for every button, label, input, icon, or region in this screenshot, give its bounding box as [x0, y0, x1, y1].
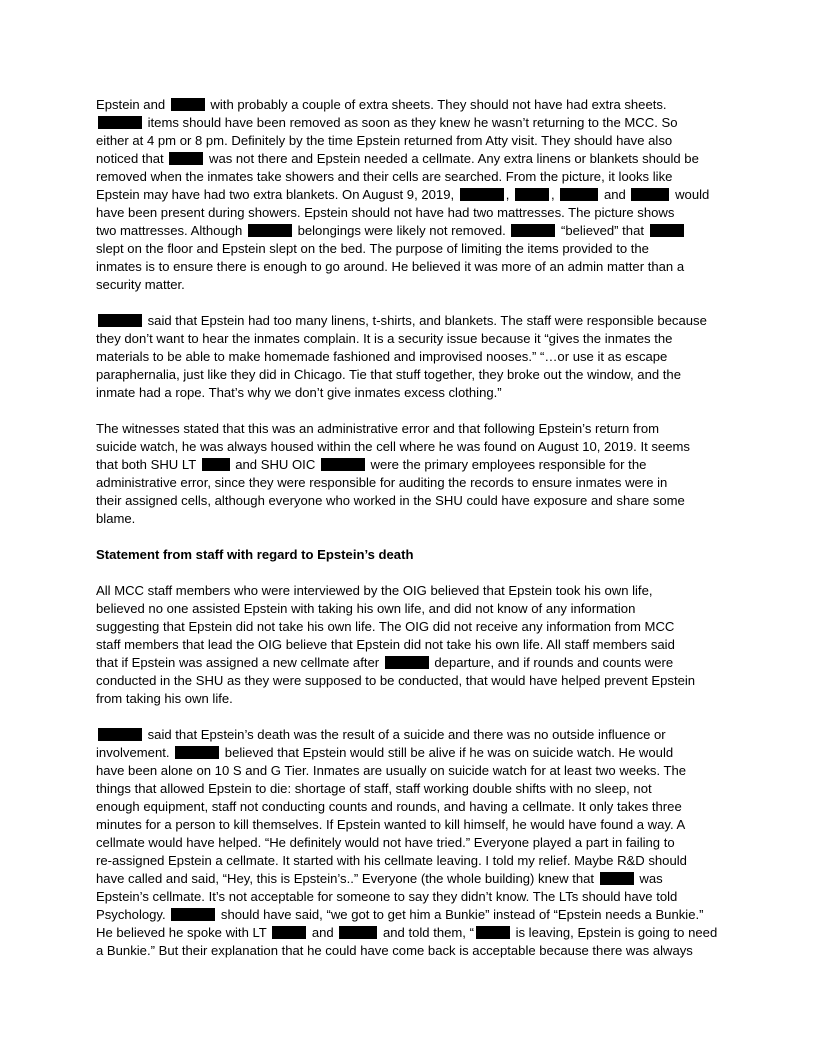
text-segment: have been alone on 10 S and G Tier. Inmates are usually on suicide watch for at least two weeks. The [96, 763, 687, 778]
text-segment: that if Epstein was assigned a new cellmate after [96, 655, 383, 670]
redaction-block [321, 458, 365, 471]
text-line [96, 510, 722, 528]
text-segment: have called and said, “Hey, this is Epstein’s..” Everyone (the whole building) knew that [96, 871, 598, 886]
text-segment: , [551, 187, 559, 202]
text-line [96, 744, 722, 762]
text-segment: departure, and if rounds and counts were [430, 655, 674, 670]
text-segment: conducted in the SHU as they were supposed to be conducted, that would have helped prevent Epstein [96, 673, 696, 688]
text-line [96, 816, 722, 834]
text-segment: suicide watch, he was always housed within the cell where he was found on August 10, 2019. It seems [96, 439, 690, 454]
paragraph [96, 96, 722, 294]
text-segment: paraphernalia, just like they did in Chicago. Tie that stuff together, they broke out the window, and the [96, 367, 681, 382]
text-segment: from taking his own life. [96, 691, 233, 706]
text-segment: cellmate would have helped. “He definitely would not have tried.” Everyone played a part in failing to [96, 835, 675, 850]
text-segment: is leaving, Epstein is going to need [511, 925, 718, 940]
paragraph [96, 726, 722, 960]
text-line [96, 852, 722, 870]
text-segment: were the primary employees responsible for the [366, 457, 647, 472]
text-segment: materials to be able to make homemade fashioned and improvised nooses.” “…or use it as escape [96, 349, 668, 364]
redaction-block [650, 224, 684, 237]
text-line [96, 96, 722, 114]
text-line [96, 366, 722, 384]
text-line [96, 942, 722, 960]
text-line [96, 132, 722, 150]
text-segment: have been present during showers. Epstein should not have had two mattresses. The picture shows [96, 205, 675, 220]
text-line [96, 204, 722, 222]
paragraph [96, 582, 722, 708]
redaction-block [460, 188, 504, 201]
text-segment: slept on the floor and Epstein slept on the bed. The purpose of limiting the items provided to the [96, 241, 649, 256]
paragraph [96, 420, 722, 528]
text-segment: Epstein may have had two extra blankets. On August 9, 2019, [96, 187, 458, 202]
text-segment: two mattresses. Although [96, 223, 246, 238]
text-segment: would [671, 187, 710, 202]
redaction-block [476, 926, 510, 939]
redaction-block [98, 728, 142, 741]
text-segment: administrative error, since they were responsible for auditing the records to ensure inmates were in [96, 475, 668, 490]
text-line [96, 312, 722, 330]
text-segment: Psychology. [96, 907, 170, 922]
text-segment: a Bunkie.” But their explanation that he could have come back is acceptable because there was always [96, 943, 693, 958]
text-segment: and [600, 187, 630, 202]
redaction-block [272, 926, 306, 939]
text-segment: suggesting that Epstein did not take his own life. The OIG did not receive any information from MCC [96, 619, 675, 634]
text-line [96, 168, 722, 186]
text-line [96, 492, 722, 510]
text-line [96, 618, 722, 636]
text-segment: should have said, “we got to get him a Bunkie” instead of “Epstein needs a Bunkie.” [217, 907, 704, 922]
text-segment: with probably a couple of extra sheets. They should not have had extra sheets. [206, 97, 667, 112]
text-line [96, 690, 722, 708]
redaction-block [600, 872, 634, 885]
text-line [96, 150, 722, 168]
text-segment: , [505, 187, 514, 202]
text-segment: they don’t want to hear the inmates complain. It is a security issue because it “gives the inmates the [96, 331, 673, 346]
text-segment: was not there and Epstein needed a cellmate. Any extra linens or blankets should be [205, 151, 699, 166]
text-segment: inmates is to ensure there is enough to go around. He believed it was more of an admin matter than a [96, 259, 685, 274]
text-segment: removed when the inmates take showers and their cells are searched. From the picture, it looks like [96, 169, 673, 184]
text-line [96, 924, 722, 942]
text-segment: said that Epstein had too many linens, t-shirts, and blankets. The staff were responsible because [144, 313, 707, 328]
text-segment: believed no one assisted Epstein with taking his own life, and did not know of any information [96, 601, 636, 616]
text-line [96, 456, 722, 474]
text-segment: was [635, 871, 663, 886]
redaction-block [98, 314, 142, 327]
text-segment: noticed that [96, 151, 168, 166]
text-line [96, 600, 722, 618]
redaction-block [171, 98, 205, 111]
text-segment: said that Epstein’s death was the result of a suicide and there was no outside influence or [144, 727, 666, 742]
text-segment: either at 4 pm or 8 pm. Definitely by the time Epstein returned from Atty visit. They should have also [96, 133, 673, 148]
text-segment: and SHU OIC [231, 457, 319, 472]
text-line [96, 672, 722, 690]
text-segment: The witnesses stated that this was an administrative error and that following Epstein’s return from [96, 421, 660, 436]
text-line [96, 240, 722, 258]
text-segment: items should have been removed as soon as they knew he wasn’t returning to the MCC. So [144, 115, 678, 130]
text-line [96, 258, 722, 276]
redaction-block [175, 746, 219, 759]
text-line [96, 780, 722, 798]
text-segment: believed that Epstein would still be alive if he was on suicide watch. He would [221, 745, 674, 760]
text-line [96, 114, 722, 132]
text-line [96, 186, 722, 204]
text-segment: involvement. [96, 745, 174, 760]
text-line [96, 222, 722, 240]
text-line [96, 384, 722, 402]
redaction-block [248, 224, 292, 237]
text-segment: minutes for a person to kill themselves. If Epstein wanted to kill himself, he would have found a way. A [96, 817, 686, 832]
text-segment: staff members that lead the OIG believe that Epstein did not take his own life. All staff members said [96, 637, 675, 652]
text-segment: and told them, “ [379, 925, 474, 940]
section-staff-statements [96, 582, 722, 960]
text-line [96, 636, 722, 654]
text-segment: things that allowed Epstein to die: shortage of staff, staff working double shifts with no sleep, not [96, 781, 652, 796]
text-line [96, 474, 722, 492]
text-line [96, 330, 722, 348]
text-line [96, 906, 722, 924]
redaction-block [202, 458, 230, 471]
text-line [96, 762, 722, 780]
text-line [96, 582, 722, 600]
text-line [96, 438, 722, 456]
redaction-block [515, 188, 549, 201]
text-line [96, 276, 722, 294]
redaction-block [169, 152, 203, 165]
text-line [96, 888, 722, 906]
text-line [96, 726, 722, 744]
text-line [96, 654, 722, 672]
redaction-block [631, 188, 669, 201]
document-page [96, 96, 722, 978]
paragraph [96, 312, 722, 402]
text-segment: All MCC staff members who were interviewed by the OIG believed that Epstein took his own life, [96, 583, 653, 598]
text-segment: belongings were likely not removed. [293, 223, 510, 238]
text-segment: blame. [96, 511, 136, 526]
text-segment: re-assigned Epstein a cellmate. It started with his cellmate leaving. I told my relief. Maybe R&D should [96, 853, 687, 868]
redaction-block [171, 908, 215, 921]
section-heading: Statement from staff with regard to Epstein’s death [96, 547, 414, 562]
text-line [96, 420, 722, 438]
text-segment: enough equipment, staff not conducting counts and rounds, and having a cellmate. It only takes three [96, 799, 682, 814]
text-line [96, 798, 722, 816]
section-findings [96, 96, 722, 528]
redaction-block [385, 656, 429, 669]
text-line [96, 834, 722, 852]
redaction-block [560, 188, 598, 201]
text-segment: their assigned cells, although everyone who worked in the SHU could have exposure and share some [96, 493, 685, 508]
text-segment: and [308, 925, 338, 940]
text-line [96, 348, 722, 366]
text-segment: He believed he spoke with LT [96, 925, 271, 940]
redaction-block [339, 926, 377, 939]
text-segment: that both SHU LT [96, 457, 200, 472]
text-segment: Epstein’s cellmate. It’s not acceptable for someone to say they didn’t know. The LTs should have told [96, 889, 678, 904]
text-segment: Epstein and [96, 97, 169, 112]
redaction-block [98, 116, 142, 129]
redaction-block [511, 224, 555, 237]
text-segment: inmate had a rope. That’s why we don’t give inmates excess clothing.” [96, 385, 502, 400]
text-segment: “believed” that [557, 223, 648, 238]
text-segment: security matter. [96, 277, 185, 292]
text-line [96, 870, 722, 888]
